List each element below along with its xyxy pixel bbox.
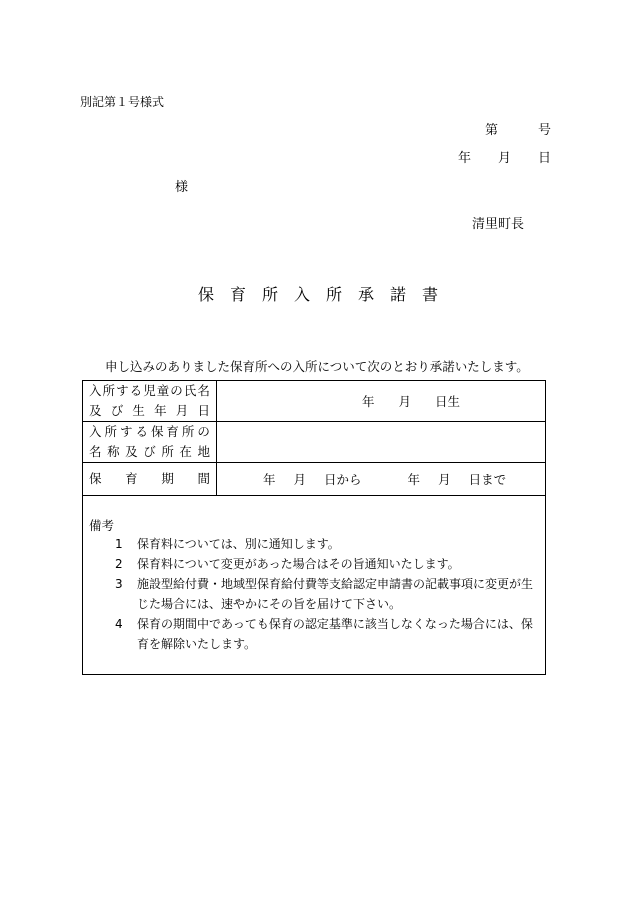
note-item: 1 保育料については、別に通知します。 — [115, 537, 340, 551]
period-label: 保 育 期 間 — [83, 463, 217, 496]
document-number — [485, 119, 551, 138]
nursery-value[interactable] — [217, 422, 546, 463]
number-suffix: 号 — [537, 123, 551, 138]
child-name-value[interactable]: 年 月 日生 — [217, 381, 546, 422]
note-item: 2 保育料について変更があった場合はその旨通知いたします。 — [115, 557, 460, 571]
table-row — [83, 381, 546, 422]
notes-title: 備考 — [89, 518, 115, 533]
note-item: 4 保育の期間中であっても保育の認定基準に該当しなくなった場合には、保育を解除いたします。 — [115, 617, 533, 651]
note-item: 3 施設型給付費・地域型保育給付費等支給認定申請書の記載事項に変更が生じた場合には、速やかにその旨を届けて下さい。 — [115, 577, 534, 611]
date-day: 日 — [537, 151, 551, 166]
document-date — [458, 147, 551, 166]
nursery-label: 入 所 す る 保 育 所 の 名 称 及 び 所 在 地 — [83, 422, 217, 463]
table-row — [83, 422, 546, 463]
notes-box — [82, 494, 546, 675]
issuer: 清里町長 — [472, 217, 525, 232]
period-value[interactable]: 年 月 日から 年 月 日まで — [217, 463, 546, 496]
document-title: 保育所入所承諾書 — [198, 285, 455, 304]
form-id: 別記第１号様式 — [80, 95, 165, 109]
table-row — [83, 463, 546, 496]
number-prefix: 第 — [485, 123, 499, 138]
addressee: 様 — [175, 180, 189, 195]
intro-text: 申し込みのありました保育所への入所について次のとおり承諾いたします。 — [105, 359, 529, 374]
form-table — [82, 380, 546, 496]
date-month: 月 — [497, 151, 511, 166]
child-name-label: 入 所 す る 児 童 の 氏 名 及 び 生 年 月 日 — [83, 381, 217, 422]
date-year: 年 — [458, 151, 472, 166]
